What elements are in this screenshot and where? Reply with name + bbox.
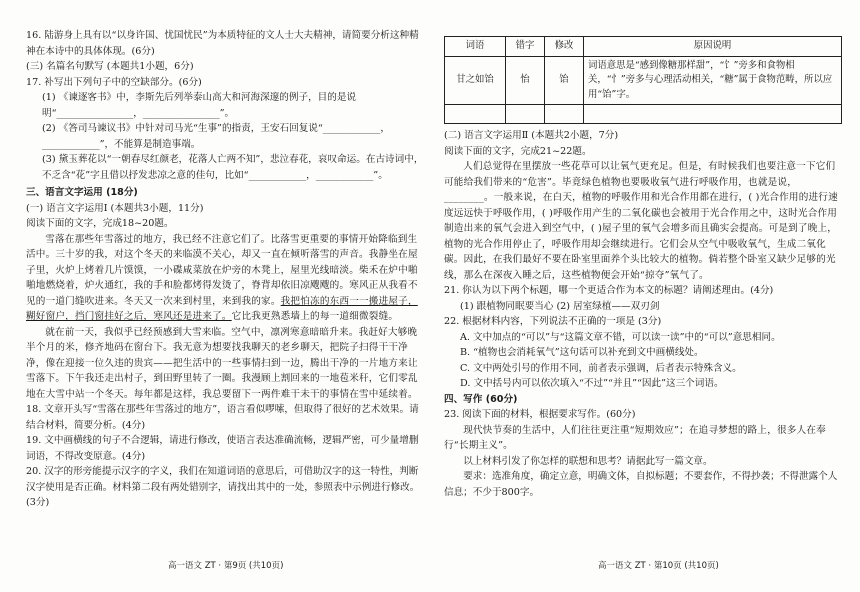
subsection-2: (二) 语言文字运用Ⅱ (本题共2小题，7分) [444, 130, 619, 141]
table-row [445, 56, 842, 105]
option-b: B. “植物也会消耗氧气”这句话可以补充到文中画横线处。 [460, 347, 704, 358]
correction-table [444, 36, 842, 124]
question-17-3: (3) 黛玉葬花以“一朝春尽红颜老，花落人亡两不知”，悲泣春花，哀叹命运。在古诗词中，不乏含“花”字且借以抒发悲凉之意的佳句，比如“____________，____________”。 [42, 154, 424, 181]
reading-instruction-2: 阅读下面的文字，完成21~22题。 [444, 145, 592, 157]
page-footer-left: 高一语文 ZT · 第9页 (共10页) [168, 561, 284, 571]
table-cell: 怡 [506, 56, 545, 105]
passage-paragraph-2: 就在前一天，我似乎已经预感到大雪来临。空气中，凛冽寒意暗暗升来。我赶好大够晚半个月的米，修齐地码在窗台下。我无意为想要找我聊天的老乡聊天，把院子扫得干干净净，像在迎接一位久违的贵宾——把生活中的一些事情扫到一边，腾出干净的一片地方来让雪落下。下午我还走出村子，到田野里转了一圈。我漫顾上割回来的一地苞米秆，它们零乱地在大雪中站一个冬天。每年都是这样，我总要留下一两件难干未干的事情在雪中延续着。 [26, 326, 418, 400]
table-cell: 甘之如饴 [445, 56, 506, 105]
underlined-sentence: 我把怕冻的东西一一搬进屋子，糊好窗户，挡门窗挂好之后，寒风还是进来了。 [26, 295, 418, 322]
table-header: 修改 [545, 37, 584, 57]
question-20: 20. 汉字的形旁能提示汉字的字义，我们在知道词语的意思后，可借助汉字的这一特性，判断汉字使用是否正确。材料第二段有两处错别字，请找出其中的一处，参照表中示例进行修改。(3分) [26, 466, 420, 508]
question-21-options: (1) 跟植物同眠要当心 (2) 居室绿植——双刃剑 [460, 300, 660, 312]
table-header: 词语 [445, 37, 506, 57]
option-d: D. 文中括号内可以依次填入“不过”“并且”“因此”这三个词语。 [460, 378, 724, 389]
writing-prompt: 以上材料引发了你怎样的联想和思考？请据此写一篇文章。 [463, 455, 713, 467]
writing-requirements: 要求：选准角度，确定立意，明确文体，自拟标题；不要套作，不得抄袭；不得泄露个人信息；不少于800字。 [444, 471, 838, 498]
section-writing: 四、写作 (60分) [444, 393, 518, 405]
question-23: 23. 阅读下面的材料，根据要求写作。(60分) [444, 409, 636, 420]
question-21: 21. 你认为以下两个标题，哪一个更适合作为本文的标题？请阐述理由。(4分) [444, 285, 774, 296]
section-language-use: 三、语言文字运用 (18分) [26, 187, 138, 198]
question-19: 19. 文中画横线的句子不合逻辑，请进行修改，使语言表达准确流畅，逻辑严密，可少量增删词语，不得改变原意。(4分) [26, 435, 419, 462]
question-17-1: (1) 《谏逐客书》中，李斯先后列举泰山高大和河海深邃的例子，目的是说明“________________，________________”。 [42, 92, 357, 119]
question-17-2: (2) 《答司马谏议书》中针对司马光“生事”的指责，王安石回复说“____________，____________”，不能算是制造事端。 [42, 123, 390, 150]
option-c: C. 文中两处引号的作用不同，前者表示强调，后者表示特殊含义。 [460, 362, 742, 374]
page-footer-right: 高一语文 ZT · 第10页 (共10页) [598, 561, 719, 571]
section-famous-lines: (三) 名篇名句默写 (本题共1小题，6分) [26, 61, 194, 72]
question-22: 22. 根据材料内容，下列说法不正确的一项是 (3分) [444, 316, 662, 327]
option-a: A. 文中加点的“可以”与“这篇文章不错，可以读一读”中的“可以”意思相同。 [460, 331, 781, 343]
passage-paragraph-3: 人们总觉得在里摆放一些花草可以让氧气更充足。但是，有时候我们也要注意一下它们可能给我们带来的“危害”。毕竟绿色植物也要吸收氧气进行呼吸作用，也就是说，________。一般来说，在白天，植物的呼吸作用和光合作用都在进行，( )光合作用的进行速度远远快于呼吸作用，( )呼吸作用产生的二氧化碳也会被用于光合作用之中，这时光合作用制造出来的氧气会进入到空气中，( )屋子里的氧气会增多而且确实会提高。可是到了晚上，植物的光合作用停止了，呼吸作用却会继续进行。它们会从空气中吸收氧气，生成二氧化碳。因此，在我们最好不要在卧室里面养个头比较大的植物。倘若整个卧室又缺少足够的光线，那么在深夜入睡之后，这些植物便会开始“掠夺”氧气了。 [444, 161, 838, 281]
table-row-empty [445, 105, 842, 124]
question-17: 17. 补写出下列句子中的空缺部分。(6分) [26, 76, 202, 88]
writing-material: 现代快节奏的生活中，人们往往更注重“短期效应”；在追寻梦想的路上，很多人在奉行“长期主义”。 [444, 424, 826, 451]
table-header-row [445, 37, 842, 57]
table-header: 错字 [506, 37, 545, 57]
reading-instruction-1: 阅读下面的文字，完成18~20题。 [26, 218, 174, 229]
subsection-1: (一) 语言文字运用Ⅰ (本题共3小题，11分) [26, 202, 204, 214]
question-16: 16. 陆游身上具有以“以身许国、忧国忧民”为本质特征的文人士大夫精神，请简要分析这种精神在本诗中的具体体现。(6分) [26, 30, 419, 57]
table-cell: 饴 [545, 56, 584, 105]
left-page [26, 28, 424, 511]
question-18: 18. 文章开头写“雪落在那些年雪落过的地方”，语言看似啰嗦，但取得了很好的艺术效果。请结合材料，简要分析。(4分) [26, 404, 419, 431]
right-page [444, 36, 842, 500]
table-header: 原因说明 [584, 37, 842, 57]
table-cell: 词语意思是“感到像糖那样甜”，“饣”旁多和食物相关，“忄”旁多与心理活动相关，“糖”属于食物范畴，所以应用“饴”字。 [584, 56, 842, 105]
passage-paragraph-1: 雪落在那些年雪落过的地方，我已经不注意它们了。比落雪更重要的事情开始降临到生活中。三十岁的我，对这个冬天的来临漠不关心，却又一直在倾听落雪的声音。我静坐在屋子里，火炉上烤着几片馍馍，一小碟咸菜放在炉旁的木凳上，屋里光线暗淡。柴禾在炉中啪啪地燃烧着，炉火通红，我的手和脸都烤得发烫了，脊背却依旧凉飕飕的。寒风正从我看不见的一道门缝吹进来。冬天又一次来到村里，来到我的家。我把怕冻的东西一一搬进屋子，糊好窗户，挡门窗挂好之后，寒风还是进来了。它比我更熟悉墙上的每一道细微裂缝。 [26, 233, 418, 322]
